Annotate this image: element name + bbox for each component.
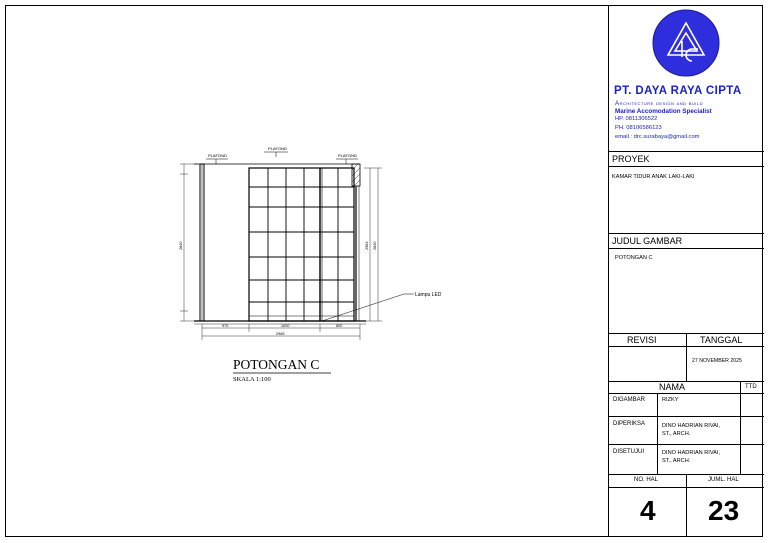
dim-right-label-b: 2840 [373,241,377,250]
company-logo-icon [652,9,720,77]
dim-left-label: 2840 [179,241,183,250]
company-tagline: Architecture design and build [615,100,704,107]
project-label: PROYEK [612,154,650,164]
sig-name-approved-1: DINO HADRIAN RIVAI, [662,450,721,456]
sig-name-checked-1: DINO HADRIAN RIVAI, [662,423,721,429]
section-drawing [6,6,608,536]
sig-name-checked-2: ST., ARCH. [662,431,691,437]
drawing-scale: SKALA 1:100 [233,376,271,383]
drawing-title-label: JUDUL GAMBAR [612,236,683,246]
dim-total: 2965 [276,332,285,336]
dim-bottom-1: 970 [222,324,229,328]
company-email: email : drc.surabaya@gmail.com [615,134,700,140]
company-phone-1: HP. 0811306522 [615,116,658,122]
sig-role-approved: DISETUJUI [613,449,645,455]
name-header: NAMA [659,382,686,392]
drawing-area [6,6,608,536]
drawing-title-value: POTONGAN C [615,255,653,261]
sig-role-drawn: DIGAMBAR [613,397,646,403]
sig-name-approved-2: ST., ARCH. [662,458,691,464]
title-block [608,6,764,536]
plafond-label-3: PLAFOND [338,153,357,158]
sig-role-checked: DIPERIKSA [613,421,646,427]
company-specialist: Marine Accomodation Specialist [615,108,712,115]
total-pages: 23 [708,495,740,526]
company-name: PT. DAYA RAYA CIPTA [614,85,742,97]
project-value: KAMAR TIDUR ANAK LAKI-LAKI [612,174,695,180]
cabinet-grid [249,168,354,321]
revision-label: REVISI [627,335,657,345]
dim-bottom-2: 1000 [281,324,290,328]
dim-right-label-a: 2983 [365,241,369,250]
date-label: TANGGAL [700,335,743,345]
plafond-label-1: PLAFOND [208,153,227,158]
company-phone-2: PH. 08106586123 [615,125,662,131]
drawing-main-title: POTONGAN C [233,357,320,372]
led-leader [322,294,404,321]
date-value: 27 NOVEMBER 2025 [692,358,742,364]
sig-name-drawn: RIZKY [662,397,679,403]
plafond-markers [206,152,358,164]
dim-bottom-3: 800 [336,324,343,328]
page-number: 4 [640,495,656,526]
total-pages-label: JUML. HAL [708,477,739,483]
sign-header: TTD [745,384,757,390]
led-label: Lampu LED [415,292,442,298]
sheet-frame [5,5,763,537]
plafond-label-2: PLAFOND [268,146,287,151]
page-number-label: NO. HAL [634,477,659,483]
